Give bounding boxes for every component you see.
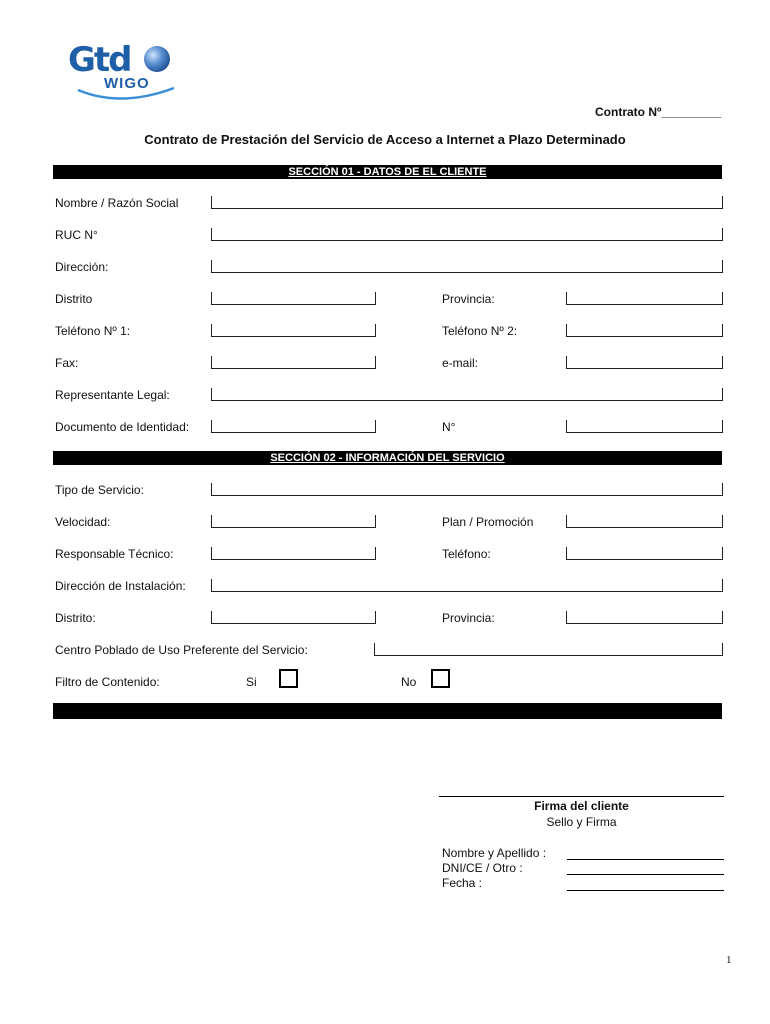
page-number: 1 (726, 954, 732, 966)
sign-name-field[interactable] (567, 859, 724, 860)
id-doc-label: Documento de Identidad: (55, 420, 190, 434)
globe-icon (142, 44, 172, 74)
section-01-heading: SECCIÓN 01 - DATOS DE EL CLIENTE (288, 166, 487, 178)
fax-field[interactable] (211, 356, 376, 369)
email-label: e-mail: (442, 356, 479, 370)
id-number-label: N° (442, 420, 456, 434)
email-field[interactable] (566, 356, 723, 369)
sign-date-field[interactable] (567, 890, 724, 891)
plan-field[interactable] (566, 515, 723, 528)
sign-name-label: Nombre y Apellido : (442, 846, 547, 860)
address-field[interactable] (211, 260, 723, 273)
id-doc-field[interactable] (211, 420, 376, 433)
district-label: Distrito (55, 292, 93, 306)
install-address-label: Dirección de Instalación: (55, 579, 186, 593)
section-end-bar (53, 703, 722, 719)
filter-no-label: No (401, 675, 417, 689)
logo-sub-text: WIGO (104, 75, 150, 92)
logo-brand-text: Gtd (68, 40, 131, 80)
tech-phone-label: Teléfono: (442, 547, 491, 561)
plan-label: Plan / Promoción (442, 515, 534, 529)
speed-field[interactable] (211, 515, 376, 528)
phone1-label: Teléfono Nº 1: (55, 324, 131, 338)
service-type-label: Tipo de Servicio: (55, 483, 144, 497)
province-field[interactable] (566, 292, 723, 305)
sign-dni-field[interactable] (567, 874, 724, 875)
id-number-field[interactable] (566, 420, 723, 433)
signature-title: Firma del cliente (534, 799, 629, 813)
filter-label: Filtro de Contenido: (55, 675, 160, 689)
tech-phone-field[interactable] (566, 547, 723, 560)
phone1-field[interactable] (211, 324, 376, 337)
ruc-field[interactable] (211, 228, 723, 241)
legal-rep-label: Representante Legal: (55, 388, 170, 402)
signature-line (439, 796, 724, 797)
phone2-field[interactable] (566, 324, 723, 337)
legal-rep-field[interactable] (211, 388, 723, 401)
install-address-field[interactable] (211, 579, 723, 592)
phone2-label: Teléfono Nº 2: (442, 324, 518, 338)
address-label: Dirección: (55, 260, 109, 274)
tech-contact-label: Responsable Técnico: (55, 547, 174, 561)
sign-date-label: Fecha : (442, 876, 483, 890)
signature-subtitle: Sello y Firma (546, 815, 617, 829)
section-02-header (53, 451, 722, 465)
filter-no-checkbox[interactable] (431, 669, 450, 688)
logo-swoosh (76, 86, 176, 104)
ruc-label: RUC N° (55, 228, 98, 242)
name-label: Nombre / Razón Social (55, 196, 179, 210)
document-title: Contrato de Prestación del Servicio de Acceso a Internet a Plazo Determinado (144, 132, 626, 147)
contract-number: Contrato Nº_________ (595, 105, 722, 119)
speed-label: Velocidad: (55, 515, 111, 529)
province-label: Provincia: (442, 292, 495, 306)
install-district-field[interactable] (211, 611, 376, 624)
filter-yes-checkbox[interactable] (279, 669, 298, 688)
district-field[interactable] (211, 292, 376, 305)
logo (68, 42, 178, 104)
town-label: Centro Poblado de Uso Preferente del Servicio: (55, 643, 308, 657)
service-type-field[interactable] (211, 483, 723, 496)
install-district-label: Distrito: (55, 611, 96, 625)
name-field[interactable] (211, 196, 723, 209)
install-province-label: Provincia: (442, 611, 495, 625)
section-01-header (53, 165, 722, 179)
fax-label: Fax: (55, 356, 79, 370)
tech-contact-field[interactable] (211, 547, 376, 560)
town-field[interactable] (374, 643, 723, 656)
install-province-field[interactable] (566, 611, 723, 624)
sign-dni-label: DNI/CE / Otro : (442, 861, 523, 875)
filter-yes-label: Si (246, 675, 257, 689)
section-02-heading: SECCIÓN 02 - INFORMACIÓN DEL SERVICIO (270, 452, 505, 464)
